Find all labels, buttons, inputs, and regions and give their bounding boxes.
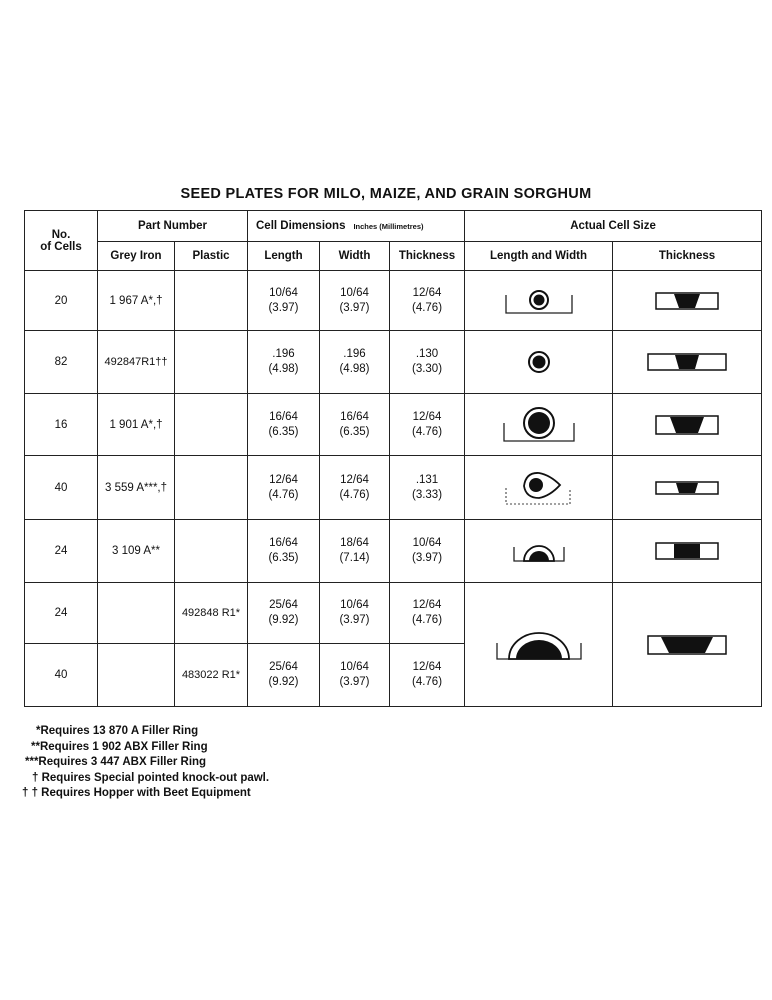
grey-iron-part: 3 109 A** [98, 520, 175, 583]
length-value: 25/64 (9.92) [248, 583, 320, 644]
thickness-value: 12/64 (4.76) [390, 583, 465, 644]
width-value: 12/64 (4.76) [320, 456, 390, 520]
length-width-drawing [465, 331, 613, 394]
header-grey-iron: Grey Iron [98, 242, 175, 271]
width-value: .196 (4.98) [320, 331, 390, 394]
header-plastic: Plastic [175, 242, 248, 271]
plastic-part: 483022 R1* [175, 644, 248, 707]
cell-count: 40 [25, 456, 98, 520]
table-row [25, 520, 762, 583]
footnote: † † Requires Hopper with Beet Equipment [22, 787, 251, 799]
page-title: SEED PLATES FOR MILO, MAIZE, AND GRAIN SORGHUM [180, 186, 592, 202]
width-value: 10/64 (3.97) [320, 644, 390, 707]
length-value: 25/64 (9.92) [248, 644, 320, 707]
header-width: Width [320, 242, 390, 271]
grey-iron-part [98, 644, 175, 707]
footnotes [22, 724, 269, 802]
plastic-part [175, 271, 248, 331]
table-row [25, 394, 762, 456]
header-thickness: Thickness [390, 242, 465, 271]
grey-iron-part: 1 967 A*,† [98, 271, 175, 331]
grey-iron-part [98, 583, 175, 644]
table-row [25, 456, 762, 520]
thickness-drawing [613, 331, 762, 394]
thickness-drawing [613, 456, 762, 520]
thickness-value: 12/64 (4.76) [390, 644, 465, 707]
plastic-part [175, 331, 248, 394]
plastic-part: 492848 R1* [175, 583, 248, 644]
length-width-drawing [465, 394, 613, 456]
thickness-value: 12/64 (4.76) [390, 394, 465, 456]
thickness-value: .130 (3.30) [390, 331, 465, 394]
length-value: 16/64 (6.35) [248, 520, 320, 583]
thickness-drawing [613, 271, 762, 331]
table-row [25, 271, 762, 331]
length-value: 16/64 (6.35) [248, 394, 320, 456]
plastic-part [175, 394, 248, 456]
cell-count: 20 [25, 271, 98, 331]
cell-count: 82 [25, 331, 98, 394]
thickness-drawing [613, 394, 762, 456]
length-width-drawing [465, 271, 613, 331]
header-units: Inches (Millimetres) [353, 222, 424, 231]
footnote: *Requires 13 870 A Filler Ring [36, 725, 199, 737]
header-actual-cell-size: Actual Cell Size [465, 211, 762, 242]
cell-count: 24 [25, 520, 98, 583]
header-length: Length [248, 242, 320, 271]
thickness-drawing [613, 520, 762, 583]
thickness-value: .131 (3.33) [390, 456, 465, 520]
grey-iron-part: 492847R1†† [98, 331, 175, 394]
length-value: 12/64 (4.76) [248, 456, 320, 520]
width-value: 16/64 (6.35) [320, 394, 390, 456]
header-no-cells: No. of Cells [25, 211, 98, 271]
plastic-part [175, 456, 248, 520]
grey-iron-part: 3 559 A***,† [98, 456, 175, 520]
thickness-drawing [613, 583, 762, 707]
footnote: † Requires Special pointed knock-out pawl. [32, 771, 270, 784]
thickness-value: 12/64 (4.76) [390, 271, 465, 331]
header-length-and-width: Length and Width [465, 242, 613, 271]
header-thickness-drawing: Thickness [613, 242, 762, 271]
grey-iron-part: 1 901 A*,† [98, 394, 175, 456]
length-value: .196 (4.98) [248, 331, 320, 394]
length-width-drawing [465, 456, 613, 520]
footnote: ***Requires 3 447 ABX Filler Ring [25, 756, 207, 768]
table-row [25, 583, 762, 644]
cell-count: 24 [25, 583, 98, 644]
header-cell-dimensions: Cell Dimensions Inches (Millimetres) [248, 211, 465, 242]
footnote: **Requires 1 902 ABX Filler Ring [31, 740, 208, 753]
seed-plate-table [24, 210, 762, 707]
thickness-value: 10/64 (3.97) [390, 520, 465, 583]
width-value: 10/64 (3.97) [320, 271, 390, 331]
header-part-number: Part Number [98, 211, 248, 242]
width-value: 18/64 (7.14) [320, 520, 390, 583]
length-value: 10/64 (3.97) [248, 271, 320, 331]
plastic-part [175, 520, 248, 583]
length-width-drawing [465, 583, 613, 707]
cell-count: 16 [25, 394, 98, 456]
cell-count: 40 [25, 644, 98, 707]
table-row [25, 331, 762, 394]
width-value: 10/64 (3.97) [320, 583, 390, 644]
length-width-drawing [465, 520, 613, 583]
